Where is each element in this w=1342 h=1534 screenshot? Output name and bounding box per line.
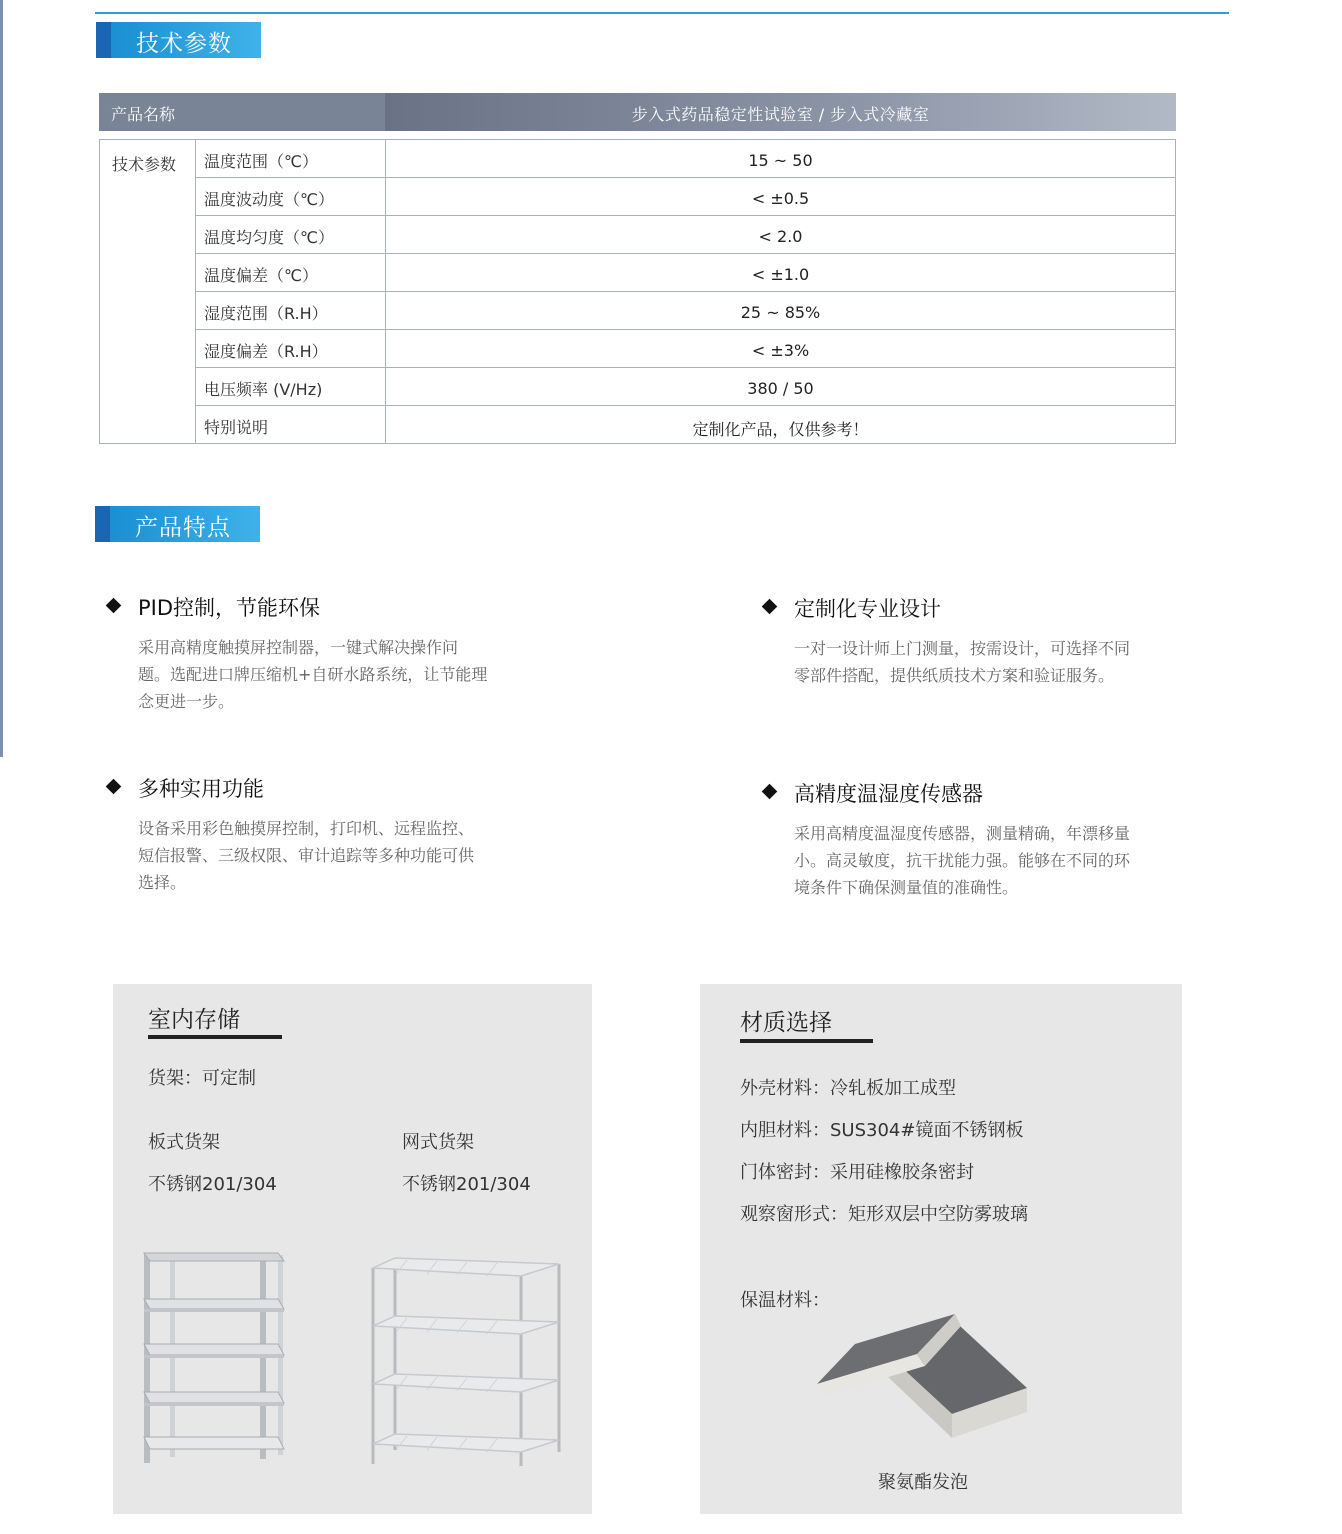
feature-desc: 采用高精度触摸屏控制器，一键式解决操作问题。选配进口牌压缩机+自研水路系统，让节能理念更进一步。 [138,638,488,711]
spec-table [99,139,1176,444]
row-value: < 2.0 [758,227,803,246]
table-row [196,216,1175,254]
insulation-label: 保温材料： [740,1290,830,1311]
diamond-bullet-icon [762,599,778,615]
row-label: 温度范围（℃） [204,152,318,171]
row-label: 湿度偏差（R.H） [204,342,328,361]
shelf-note: 货架：可定制 [148,1068,256,1089]
row-value: 15 ~ 50 [748,151,813,170]
shell-material: 外壳材料：冷轧板加工成型 [740,1078,956,1099]
top-divider [95,12,1229,14]
window-type: 观察窗形式：矩形双层中空防雾玻璃 [740,1204,1028,1225]
row-value: < ±1.0 [751,265,810,284]
feature-title: 多种实用功能 [138,777,264,801]
feature-desc: 采用高精度温湿度传感器，测量精确，年漂移量小。高灵敏度，抗干扰能力强。能够在不同的环境条件下确保测量值的准确性。 [794,824,1131,897]
wire-shelf-label: 网式货架 [402,1132,474,1153]
table-row [196,254,1175,292]
spec-group-label: 技术参数 [112,155,177,174]
row-value: < ±3% [751,341,810,360]
feature-desc: 一对一设计师上门测量，按需设计，可选择不同零部件搭配，提供纸质技术方案和验证服务。 [794,639,1131,685]
row-value: < ±0.5 [751,189,810,208]
left-edge-rule [0,0,3,757]
row-value: 定制化产品，仅供参考！ [692,420,869,439]
foam-panel-image [815,1314,1030,1439]
section-title: 技术参数 [136,31,232,57]
wire-shelf-material: 不锈钢201/304 [402,1174,531,1195]
row-label: 温度偏差（℃） [204,266,318,285]
table-row [196,368,1175,406]
plate-shelf-material: 不锈钢201/304 [148,1174,277,1195]
row-label: 温度波动度（℃） [204,190,334,209]
storage-panel [113,984,592,1514]
row-label: 特别说明 [204,418,269,437]
plate-shelf-image [138,1249,288,1469]
door-seal: 门体密封：采用硅橡胶条密封 [740,1162,974,1183]
table-row [196,292,1175,330]
plate-shelf-label: 板式货架 [148,1132,220,1153]
row-label: 湿度范围（R.H） [204,304,328,323]
table-row [196,330,1175,368]
spec-group-cell [100,140,196,443]
row-value: 380 / 50 [747,379,814,398]
table-row [196,406,1175,444]
spec-table-header [99,93,1176,131]
header-label: 产品名称 [111,105,176,124]
diamond-bullet-icon [106,598,122,614]
row-label: 温度均匀度（℃） [204,228,334,247]
liner-material: 内胆材料：SUS304#镜面不锈钢板 [740,1120,1024,1141]
title-underline [740,1039,873,1043]
table-row [196,178,1175,216]
row-label: 电压频率 (V/Hz) [204,380,323,399]
row-value: 25 ~ 85% [740,303,821,322]
section-header-features [95,506,260,542]
panel-title: 室内存储 [148,1007,240,1033]
diamond-bullet-icon [762,784,778,800]
product-name: 步入式药品稳定性试验室 / 步入式冷藏室 [631,105,930,124]
insulation-name: 聚氨酯发泡 [878,1472,968,1493]
title-underline [148,1035,282,1039]
feature-title: PID控制，节能环保 [138,596,321,620]
feature-desc: 设备采用彩色触摸屏控制，打印机、远程监控、短信报警、三级权限、审计追踪等多种功能可供选择。 [138,819,475,892]
section-title: 产品特点 [135,515,231,541]
section-header-spec [96,22,261,58]
feature-title: 高精度温湿度传感器 [794,782,983,806]
panel-title: 材质选择 [740,1010,832,1036]
feature-title: 定制化专业设计 [794,597,941,621]
wire-shelf-image [367,1254,567,1474]
table-row [196,140,1175,178]
diamond-bullet-icon [106,779,122,795]
material-panel [700,984,1182,1514]
